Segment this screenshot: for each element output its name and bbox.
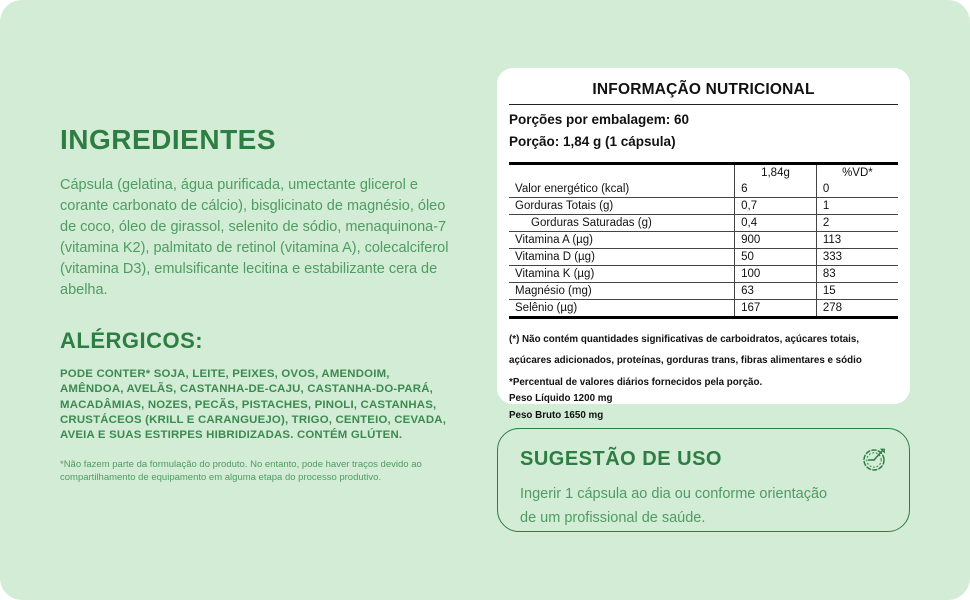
clock-icon xyxy=(859,443,891,475)
table-row xyxy=(509,249,898,266)
nutrient-label: Selênio (µg) xyxy=(509,300,735,318)
nutrient-label: Vitamina A (µg) xyxy=(509,232,735,249)
nutrient-vd: 278 xyxy=(816,300,898,318)
nutrient-amount: 63 xyxy=(735,283,817,300)
nutrient-vd: 0 xyxy=(816,181,898,198)
table-row xyxy=(509,300,898,318)
nutrient-vd: 2 xyxy=(816,215,898,232)
nutrition-title: INFORMAÇÃO NUTRICIONAL xyxy=(509,81,898,105)
nutrient-amount: 167 xyxy=(735,300,817,318)
footnote-percent: *Percentual de valores diários fornecidos pela porção. xyxy=(509,377,763,388)
table-row xyxy=(509,198,898,215)
allergens-title: ALÉRGICOS: xyxy=(60,328,204,353)
nutrient-vd: 1 xyxy=(816,198,898,215)
table-row xyxy=(509,181,898,198)
ingredients-body: Cápsula (gelatina, água purificada, umectante glicerol e corante carbonato de cálcio), bisglicinato de magnésio, óleo de coco, óleo de girassol, selenito de sódio, menaquinona-7 (vitamina K2), palmitato de retinol (vitamina A), colecalciferol (vitamina D3), emulsificante lecitina e estabilizante cera de abelha. xyxy=(60,177,449,298)
nutrient-label: Gorduras Totais (g) xyxy=(509,198,735,215)
table-row xyxy=(509,266,898,283)
gross-weight: Peso Bruto 1650 mg xyxy=(509,410,604,421)
usage-body: Ingerir 1 cápsula ao dia ou conforme orientação de um profissional de saúde. xyxy=(520,486,828,526)
serving-size: Porção: 1,84 g (1 cápsula) xyxy=(509,134,676,149)
table-row xyxy=(509,215,898,232)
nutrition-table xyxy=(509,162,898,319)
table-row xyxy=(509,232,898,249)
header-vd-cell: %VD* xyxy=(816,164,898,182)
nutrition-facts-card xyxy=(497,68,910,421)
nutrient-label: Valor energético (kcal) xyxy=(515,183,630,195)
nutrient-amount: 100 xyxy=(735,266,817,283)
nutrient-label: Magnésio (mg) xyxy=(509,283,735,300)
ingredients-section xyxy=(60,124,452,484)
allergens-footnote: *Não fazem parte da formulação do produto. No entanto, pode haver traços devido ao compartilhamento de equipamento em alguma etapa do processo produtivo. xyxy=(60,459,422,484)
nutrient-vd: 113 xyxy=(816,232,898,249)
nutrient-amount: 50 xyxy=(735,249,817,266)
servings-per-package: Porções por embalagem: 60 xyxy=(509,112,690,127)
nutrient-vd: 15 xyxy=(816,283,898,300)
allergens-body: PODE CONTER* SOJA, LEITE, PEIXES, OVOS, AMENDOIM, AMÊNDOA, AVELÃS, CASTANHA-DE-CAJU, CASTANHA-DO-PARÁ, MACADÂMIAS, NOZES, PECÃS, PISTACHES, PINOLI, CASTANHAS, CRUSTÁCEOS (KRILL E CARANGUEJO), TRIGO, CENTEIO, CEVADA, AVEIA E SUAS ESTIRPES HIBRIDIZADAS. CONTÉM GLÚTEN. xyxy=(60,368,447,442)
nutrient-label: Vitamina D (µg) xyxy=(509,249,735,266)
header-amount-cell: 1,84g xyxy=(735,164,817,182)
nutrient-vd: 333 xyxy=(816,249,898,266)
footnote-significant: (*) Não contém quantidades significativas de carboidratos, açúcares totais, açúcares adicionados, proteínas, gorduras trans, fibras alimentares e sódio xyxy=(509,334,862,366)
header-empty-cell xyxy=(509,164,735,182)
table-row xyxy=(509,283,898,300)
nutrient-amount: 900 xyxy=(735,232,817,249)
table-header-row xyxy=(509,164,898,182)
nutrient-amount: 6 xyxy=(735,181,817,198)
ingredients-title: INGREDIENTES xyxy=(60,124,277,155)
net-weight: Peso Líquido 1200 mg xyxy=(509,393,613,404)
nutrient-vd: 83 xyxy=(816,266,898,283)
nutrient-amount: 0,7 xyxy=(735,198,817,215)
usage-title: SUGESTÃO DE USO xyxy=(520,448,722,470)
nutrient-amount: 0,4 xyxy=(735,215,817,232)
nutrient-label: Gorduras Saturadas (g) xyxy=(509,215,735,232)
nutrition-table-body xyxy=(509,181,898,318)
nutrient-label: Vitamina K (µg) xyxy=(509,266,735,283)
usage-suggestion-box xyxy=(497,428,910,532)
